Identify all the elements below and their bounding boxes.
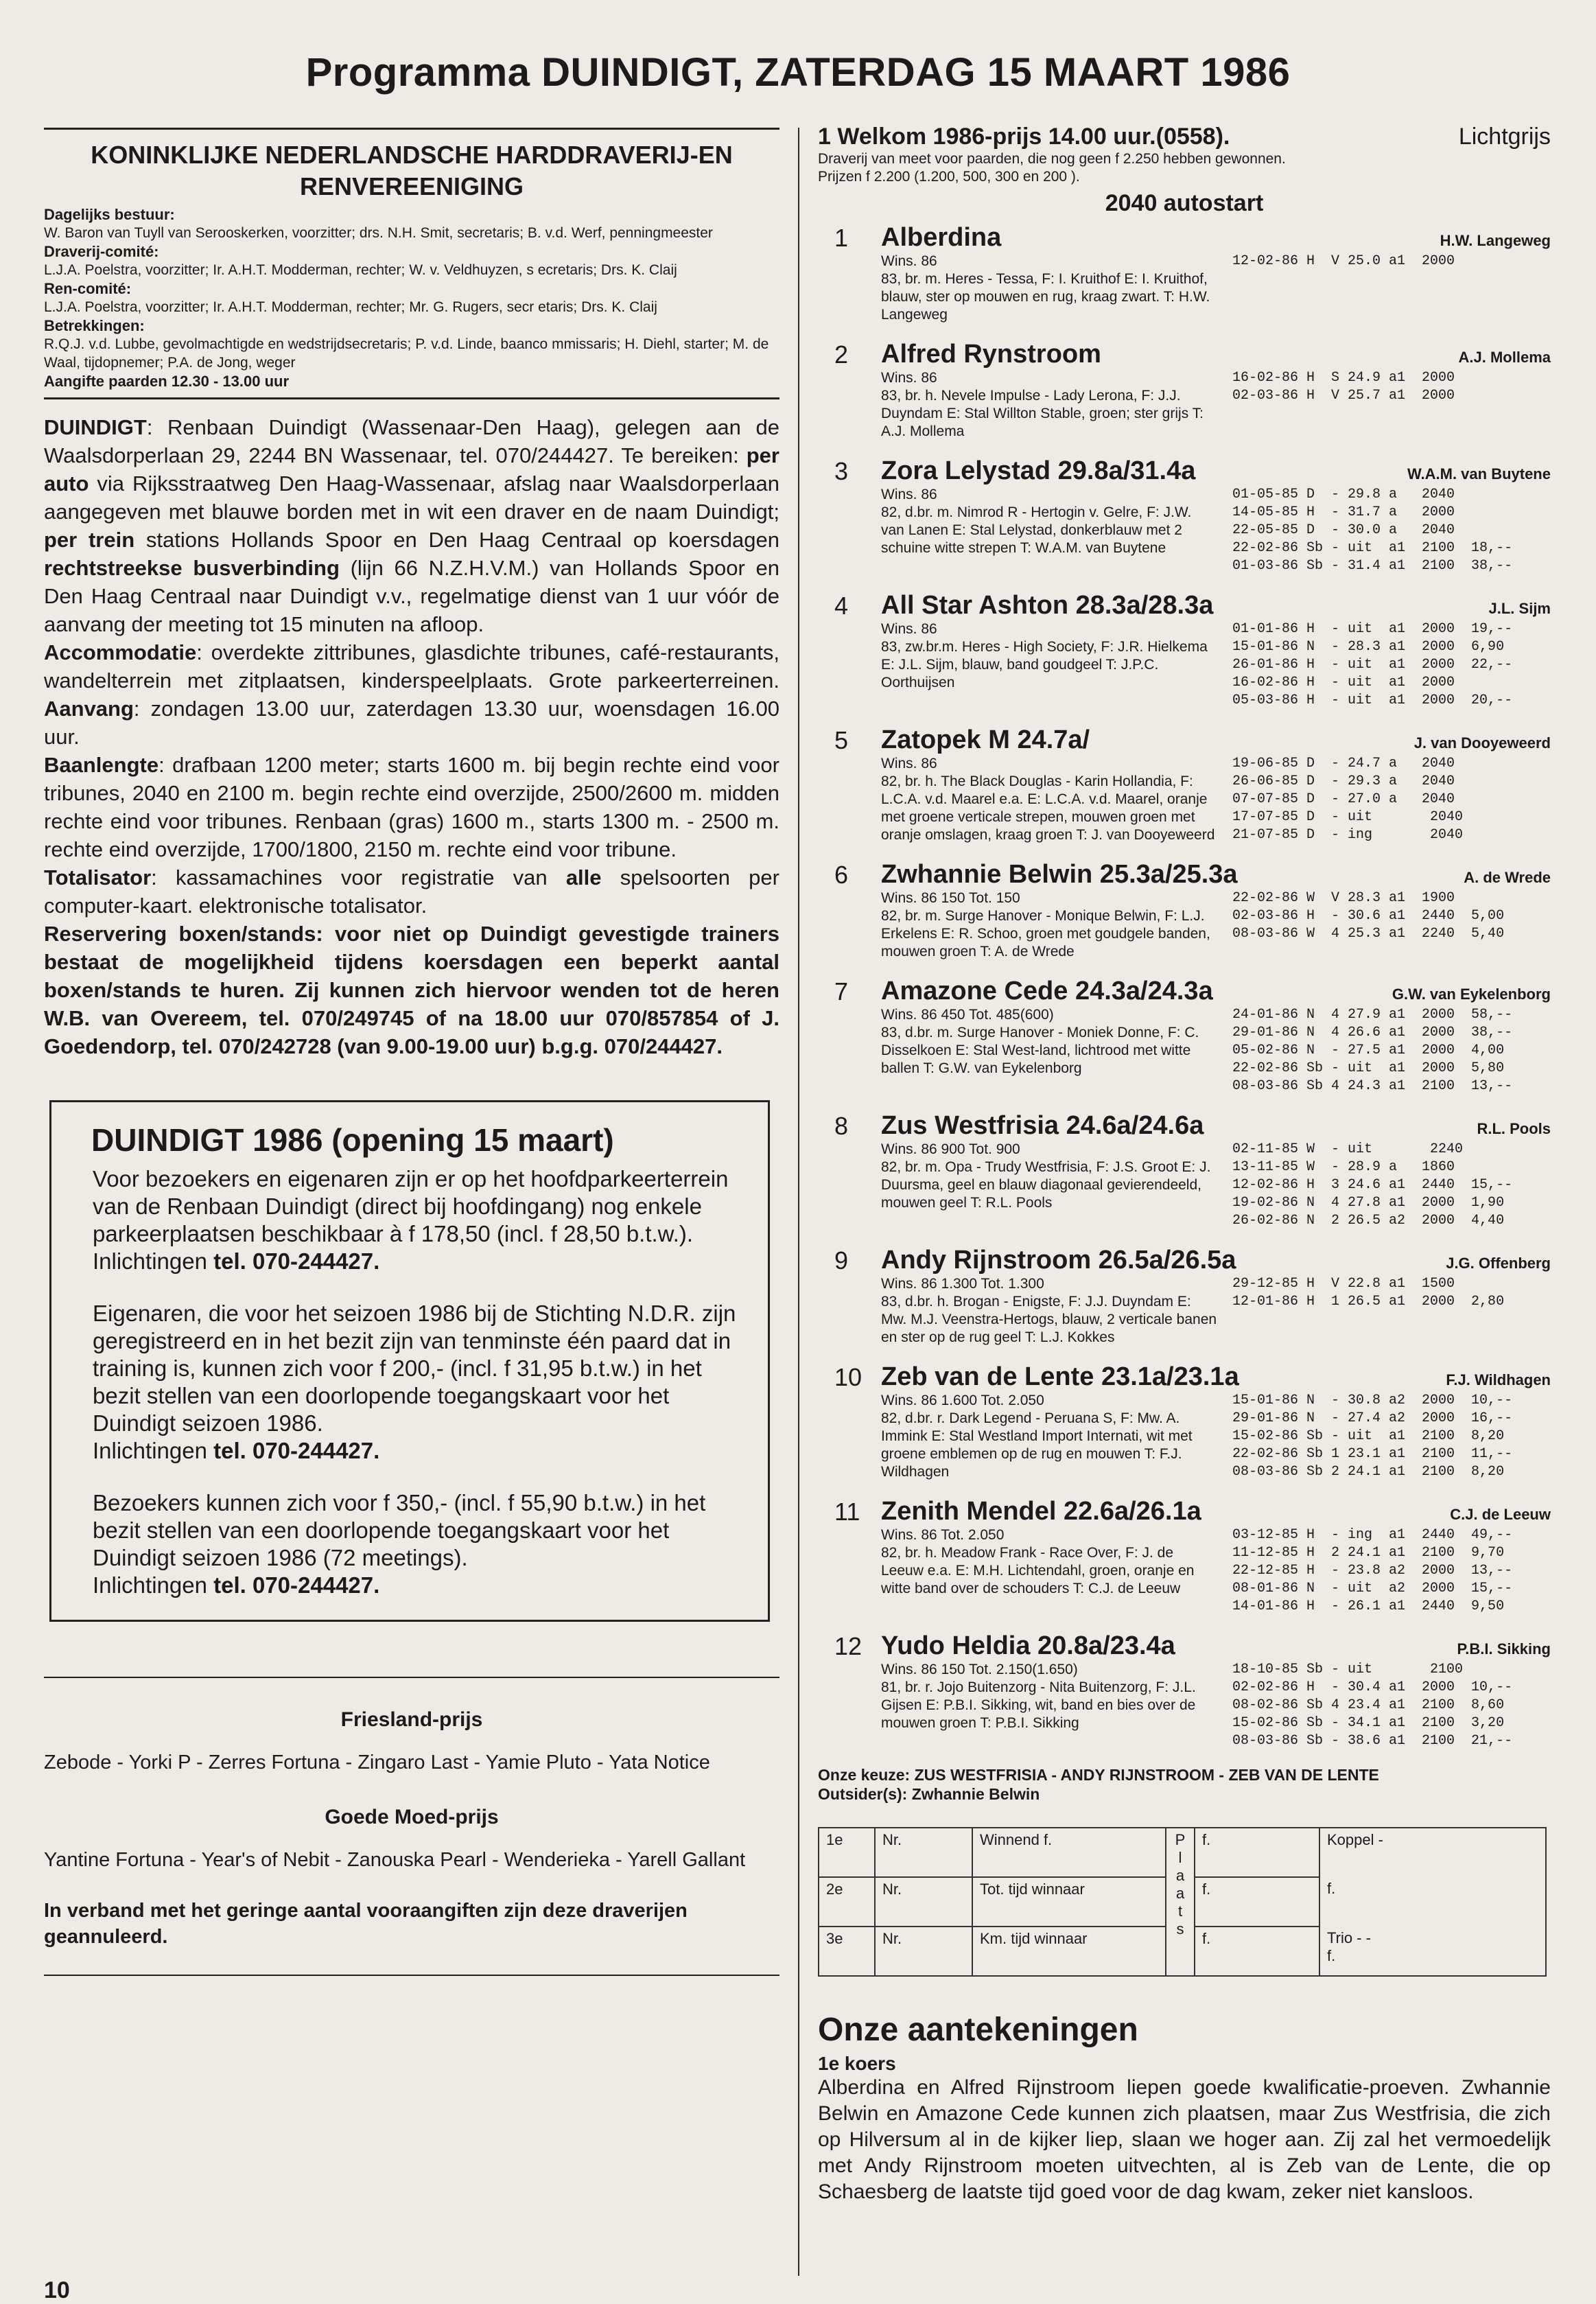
table-cell: Km. tijd winnaar (972, 1927, 1166, 1976)
result-row: 26-02-86 N 2 26.5 a2 2000 4,40 (1232, 1213, 1505, 1229)
horse-name: Zatopek M 24.7a/ (881, 725, 1090, 754)
result-row: 15-02-86 Sb - uit a1 2100 8,20 (1232, 1428, 1505, 1444)
result-row: 05-02-86 N - 27.5 a1 2000 4,00 (1232, 1043, 1505, 1058)
reservation-text: Reservering boxen/stands: voor niet op Duindigt gevestigde trainers bestaat de mogelijkheid tijdens koersdagen een beperkt aantal boxen/stands te huren. Zij kunnen zich hiervoor wenden tot de heren W.B. van Overeem, tel. 070/249745 of na 18.00 uur 070/857854 of J. Goedendorp, tel. 070/242728 (van 9.00-19.00 uur) b.g.g. 070/244427. (44, 922, 779, 1058)
horse-trainer: J. van Dooyeweerd (1413, 734, 1551, 752)
goedemoed-names: Yantine Fortuna - Year's of Nebit - Zanouska Pearl - Wenderieka - Yarell Gallant (44, 1849, 746, 1871)
box-text: Bezoekers kunnen zich voor f 350,- (incl. f 55,90 b.t.w.) in het bezit stellen van een doorlopende toegangskaart voor het Duindigt seizoen 1986 (72 meetings). (93, 1490, 706, 1570)
horse-body (881, 1392, 1551, 1481)
trio-label: Trio - - (1327, 1929, 1371, 1946)
horse-line (881, 1110, 1551, 1141)
box-title: DUINDIGT 1986 (opening 15 maart) (91, 1122, 614, 1158)
result-row: 17-07-85 D - uit 2040 (1232, 809, 1464, 825)
horse-entry (818, 1245, 1551, 1347)
table-cell: Nr. (875, 1828, 972, 1877)
horse-line (881, 1631, 1551, 1661)
horse-description: Wins. 86 83, zw.br.m. Heres - High Society, F: J.R. Hielkema E: J.L. Sijm, blauw, band goudgeel T: J.P.C. Oorthuijsen (881, 621, 1208, 690)
result-row: 08-03-86 Sb - 38.6 a1 2100 21,-- (1232, 1733, 1513, 1749)
result-row: 11-12-85 H 2 24.1 a1 2100 9,70 (1232, 1545, 1505, 1561)
notes-title: Onze aantekeningen (818, 2012, 1138, 2048)
result-row: 08-03-86 Sb 4 24.3 a1 2100 13,-- (1232, 1078, 1513, 1094)
horse-results (1232, 1661, 1512, 1750)
result-row: 22-02-86 W V 28.3 a1 1900 (1232, 890, 1455, 906)
result-row: 19-02-86 N 4 27.8 a1 2000 1,90 (1232, 1195, 1505, 1211)
result-row: 02-02-86 H - 30.4 a1 2000 10,-- (1232, 1679, 1513, 1695)
horse-name: Zeb van de Lente 23.1a/23.1a (881, 1362, 1239, 1391)
table-cell: 2e (819, 1877, 875, 1927)
horse-main (881, 1362, 1551, 1481)
horse-name: Yudo Heldia 20.8a/23.4a (881, 1631, 1175, 1660)
result-row: 05-03-86 H - uit a1 2000 20,-- (1232, 693, 1513, 708)
divider (44, 397, 779, 399)
cancel-note: In verband met het geringe aantal vooraangiften zijn deze draverijen geannuleerd. (44, 1900, 688, 1948)
horse-number: 4 (834, 592, 849, 620)
horse-main (881, 976, 1551, 1095)
horse-description: Wins. 86 1.300 Tot. 1.300 83, d.br. h. Brogan - Enigste, F: J.J. Duyndam E: Mw. M.J. Veenstra-Hertogs, blauw, 2 verticale banen en ster op de rug geel T: L.J. Kokkes (881, 1276, 1217, 1345)
horse-name: Amazone Cede 24.3a/24.3a (881, 977, 1213, 1005)
table-cell: Nr. (875, 1877, 972, 1927)
table-row (819, 1828, 1546, 1877)
horse-name: All Star Ashton 28.3a/28.3a (881, 591, 1214, 620)
horse-number: 6 (834, 861, 849, 889)
table-cell: f. (1195, 1877, 1319, 1927)
horse-name: Alfred Rynstroom (881, 340, 1101, 369)
right-column (818, 124, 1551, 2205)
horse-results (1232, 1006, 1512, 1095)
section-head: Dagelijks bestuur: (44, 206, 175, 223)
result-row: 15-02-86 Sb - 34.1 a1 2100 3,20 (1232, 1715, 1505, 1731)
horse-entry (818, 725, 1551, 844)
info-label: rechtstreekse busverbinding (44, 556, 340, 580)
horse-trainer: J.G. Offenberg (1446, 1255, 1551, 1272)
horse-name: Andy Rijnstroom 26.5a/26.5a (881, 1246, 1236, 1275)
horse-body (881, 755, 1551, 844)
box-text: Eigenaren, die voor het seizoen 1986 bij de Stichting N.D.R. zijn geregistreerd en in het bezit zijn van tenminste één paard dat in training is, kunnen zich voor f 200,- (incl. f 31,95 b.t.w.) in het bezit stellen van een doorlopende toegangskaart voor het Duindigt seizoen 1986. (93, 1301, 736, 1436)
section-text: L.J.A. Poelstra, voorzitter; Ir. A.H.T. Modderman, rechter; W. v. Veldhuyzen, s ecretaris; Drs. K. Claij (44, 262, 677, 278)
horse-line (881, 725, 1551, 755)
horse-number: 9 (834, 1246, 849, 1275)
horse-entry (818, 456, 1551, 575)
horse-main (881, 859, 1551, 961)
result-row: 18-10-85 Sb - uit 2100 (1232, 1662, 1464, 1677)
horse-main (881, 456, 1551, 575)
result-row: 08-01-86 N - uit a2 2000 15,-- (1232, 1581, 1513, 1596)
result-row: 01-01-86 H - uit a1 2000 19,-- (1232, 621, 1513, 637)
info-label: Totalisator (44, 865, 152, 889)
table-cell: f. (1195, 1927, 1319, 1976)
horse-results (1232, 620, 1512, 710)
table-cell: Koppel - (1319, 1828, 1546, 1877)
horse-results (1232, 889, 1504, 961)
horse-entry (818, 1496, 1551, 1616)
horse-number: 3 (834, 457, 849, 485)
horse-description: Wins. 86 82, br. h. The Black Douglas - Karin Hollandia, F: L.C.A. v.d. Maarel e.a. E: L.C.A. v.d. Maarel, oranje met groene verticale strepen, mouwen groen met oranje omslagen, kraag groen T: J. van Dooyeweerd (881, 756, 1215, 843)
horse-trainer: G.W. van Eykelenborg (1392, 986, 1551, 1003)
horse-entry (818, 976, 1551, 1095)
notes-subtitle: 1e koers (818, 2053, 896, 2074)
horse-results (1232, 1392, 1512, 1481)
horse-name: Zora Lelystad 29.8a/31.4a (881, 456, 1196, 485)
horse-entry (818, 339, 1551, 441)
horse-entry (818, 590, 1551, 710)
info-label: Inlichtingen (93, 1438, 207, 1463)
horse-body (881, 369, 1551, 441)
horse-body (881, 1006, 1551, 1095)
page-number: 10 (44, 2277, 70, 2303)
horse-line (881, 339, 1551, 369)
left-column (44, 128, 779, 1976)
table-cell: P (1175, 1831, 1186, 1848)
opening-box (49, 1100, 770, 1622)
aangifte-note: Aangifte paarden 12.30 - 13.00 uur (44, 373, 290, 390)
association-title: KONINKLIJKE NEDERLANDSCHE HARDDRAVERIJ-EN RENVEREENIGING (91, 141, 733, 200)
box-paragraph (93, 1489, 743, 1599)
race-title: 1 Welkom 1986-prijs 14.00 uur.(0558). (818, 124, 1230, 150)
horse-trainer: C.J. de Leeuw (1450, 1506, 1551, 1523)
horse-description: Wins. 86 150 Tot. 2.150(1.650) 81, br. r. Jojo Buitenzorg - Nita Buitenzorg, F: J.L. Gijsen E: P.B.I. Sikking, wit, band en bies over de mouwen groen T: P.B.I. Sikking (881, 1662, 1196, 1731)
goedemoed-title: Goede Moed-prijs (325, 1806, 499, 1828)
horse-number: 1 (834, 224, 849, 252)
table-cell: 1e (819, 1828, 875, 1877)
horse-name: Alberdina (881, 223, 1002, 252)
result-row: 02-11-85 W - uit 2240 (1232, 1141, 1464, 1157)
friesland-title: Friesland-prijs (340, 1708, 483, 1731)
result-row: 22-05-85 D - 30.0 a 2040 (1232, 522, 1455, 538)
info-text: (lijn 66 N.Z.H.V.M.) van Hollands Spoor en Den Haag Centraal naar Duindigt v.v., regelmatige dienst van 1 uur vóór de aanvang der meeting tot 15 minuten na afloop. (44, 556, 779, 636)
horse-results (1232, 1141, 1512, 1230)
result-row: 16-02-86 H - uit a1 2000 (1232, 675, 1455, 690)
horse-main (881, 222, 1551, 324)
result-row: 12-02-86 H 3 24.6 a1 2440 15,-- (1232, 1177, 1513, 1193)
info-label: alle (565, 865, 602, 889)
horse-trainer: W.A.M. van Buytene (1407, 465, 1551, 482)
info-label: Baanlengte (44, 753, 159, 777)
horse-entry (818, 1631, 1551, 1750)
table-cell: f. (1195, 1828, 1319, 1877)
horse-entry (818, 222, 1551, 324)
horse-body (881, 1141, 1551, 1230)
result-row: 16-02-86 H S 24.9 a1 2000 (1232, 370, 1455, 386)
info-text: : drafbaan 1200 meter; starts 1600 m. bij begin rechte eind voor tribunes, 2040 en 2100 m. begin rechte eind overzijde, 2500/2600 m. midden rechte eind voor tribunes. Renbaan (gras) 1600 m., starts 1300 m. - 2500 m. rechte eind overzijde, 1700/1800, 2150 m. rechte eind voor tribune. (44, 753, 779, 861)
info-text: spelsoorten per computer-kaart. elektronische totalisator. (44, 865, 779, 918)
result-row: 21-07-85 D - ing 2040 (1232, 827, 1464, 843)
horse-description: Wins. 86 Tot. 2.050 82, br. h. Meadow Frank - Race Over, F: J. de Leeuw e.a. E: M.H. Lichtendahl, groen, oranje en witte band over de schouders T: C.J. de Leeuw (881, 1527, 1195, 1596)
result-row: 29-01-86 N - 27.4 a2 2000 16,-- (1232, 1410, 1513, 1426)
info-text: stations Hollands Spoor en Den Haag Centraal op koersdagen (134, 528, 780, 552)
horse-body (881, 1275, 1551, 1347)
info-label: per trein (44, 528, 135, 552)
result-row: 24-01-86 N 4 27.9 a1 2000 58,-- (1232, 1007, 1513, 1023)
section-head: Ren-comité: (44, 280, 132, 297)
table-cell: Winnend f. (972, 1828, 1166, 1877)
result-row: 14-01-86 H - 26.1 a1 2440 9,50 (1232, 1598, 1505, 1614)
info-text: : kassamachines voor registratie van (151, 865, 566, 889)
phone-number: tel. 070-244427. (213, 1438, 380, 1463)
info-text: via Rijksstraatweg Den Haag-Wassenaar, afslag naar Waalsdorperlaan aangegeven met blauwe borden met in wit een draver en de naam Duindigt; (44, 472, 779, 524)
track-info (44, 413, 779, 1060)
horse-name: Zenith Mendel 22.6a/26.1a (881, 1497, 1201, 1526)
result-row: 13-11-85 W - 28.9 a 1860 (1232, 1159, 1455, 1175)
horse-main (881, 1110, 1551, 1230)
horse-entry (818, 1110, 1551, 1230)
result-row: 29-12-85 H V 22.8 a1 1500 (1232, 1276, 1455, 1292)
horse-main (881, 725, 1551, 844)
result-row: 12-02-86 H V 25.0 a1 2000 (1232, 253, 1455, 269)
section-text: W. Baron van Tuyll van Serooskerken, voorzitter; drs. N.H. Smit, secretaris; B. v.d. Werf, penningmeester (44, 225, 713, 241)
horse-body (881, 1526, 1551, 1616)
result-row: 22-12-85 H - 23.8 a2 2000 13,-- (1232, 1563, 1513, 1579)
info-text: : overdekte zittribunes, glasdichte tribunes, café-restaurants, wandelterrein met zitplaatsen, kinderspeelplaats. Grote parkeerterreinen. (44, 640, 779, 693)
race-prizes: Prijzen f 2.200 (1.200, 500, 300 en 200 ). (818, 169, 1080, 185)
horse-line (881, 859, 1551, 889)
box-text: Voor bezoekers en eigenaren zijn er op het hoofdparkeerterrein van de Renbaan Duindigt (direct bij hoofdingang) nog enkele parkeerplaatsen beschikbaar à f 178,50 (incl. f 28,50 b.t.w.). (93, 1166, 729, 1246)
horse-main (881, 339, 1551, 441)
horse-trainer: J.L. Sijm (1488, 600, 1551, 617)
horse-description: Wins. 86 83, br. m. Heres - Tessa, F: I. Kruithof E: I. Kruithof, blauw, ster op mouwen en rug, kraag zwart. T: H.W. Langeweg (881, 253, 1210, 323)
result-row: 19-06-85 D - 24.7 a 2040 (1232, 756, 1455, 771)
result-row: 01-05-85 D - 29.8 a 2040 (1232, 487, 1455, 502)
horse-line (881, 1362, 1551, 1392)
horse-main (881, 1631, 1551, 1750)
info-label: Inlichtingen (93, 1248, 207, 1274)
info-text: : Renbaan Duindigt (Wassenaar-Den Haag), gelegen aan de Waalsdorperlaan 29, 2244 BN Wassenaar, tel. 070/244427. Te bereiken: (44, 415, 779, 467)
horse-number: 10 (834, 1363, 862, 1391)
table-cell: l a a t s (1175, 1849, 1185, 1938)
notes-text: Alberdina en Alfred Rijnstroom liepen goede kwalificatie-proeven. Zwhannie Belwin en Amazone Cede kunnen zich plaatsen, maar Zus Westfrisia, die zich op Hilversum al in de kijker liep, slaan we hoger aan. Zij zal het vermoedelijk met Andy Rijnstroom moeten uitvechten, al is Zeb van de Lente, die op Schaesberg de laatste tijd goed voor de dag kwam, zeker niet kansloos. (818, 2076, 1551, 2203)
section-head: Draverij-comité: (44, 243, 159, 260)
horse-trainer: F.J. Wildhagen (1446, 1371, 1551, 1388)
horse-number: 12 (834, 1632, 862, 1660)
horse-results (1232, 486, 1512, 575)
horse-number: 11 (834, 1498, 860, 1526)
table-cell: Nr. (875, 1927, 972, 1976)
divider (44, 1677, 779, 1678)
horse-list (818, 222, 1551, 1750)
result-row: 22-02-86 Sb 1 23.1 a1 2100 11,-- (1232, 1446, 1513, 1462)
result-row: 22-02-86 Sb - uit a1 2000 5,80 (1232, 1060, 1505, 1076)
horse-line (881, 222, 1551, 253)
race-conditions: Draverij van meet voor paarden, die nog geen f 2.250 hebben gewonnen. (818, 151, 1286, 167)
section-head: Betrekkingen: (44, 317, 145, 334)
horse-description: Wins. 86 83, br. h. Nevele Impulse - Lady Lerona, F: J.J. Duyndam E: Stal Willton Stable, groen; ster grijs T: A.J. Mollema (881, 370, 1204, 439)
result-row: 12-01-86 H 1 26.5 a1 2000 2,80 (1232, 1294, 1505, 1310)
phone-number: tel. 070-244427. (213, 1572, 380, 1598)
divider (44, 128, 779, 130)
box-paragraph (93, 1300, 743, 1465)
table-cell: Tot. tijd winnaar (972, 1877, 1166, 1927)
result-row: 15-01-86 N - 28.3 a1 2000 6,90 (1232, 639, 1505, 655)
horse-results (1232, 1526, 1512, 1616)
horse-main (881, 1496, 1551, 1616)
result-row: 26-06-85 D - 29.3 a 2040 (1232, 773, 1455, 789)
race-distance: 2040 autostart (1105, 190, 1264, 216)
table-cell: 3e (819, 1927, 875, 1976)
info-text: : zondagen 13.00 uur, zaterdagen 13.30 uur, woensdagen 16.00 uur. (44, 697, 779, 749)
horse-number: 5 (834, 726, 849, 754)
column-divider (798, 128, 799, 2276)
horse-results (1232, 369, 1455, 441)
race-header (818, 124, 1551, 150)
table-cell (1319, 1927, 1546, 1976)
info-label: Accommodatie (44, 640, 197, 664)
info-label: DUINDIGT (44, 415, 147, 439)
horse-description: Wins. 86 1.600 Tot. 2.050 82, d.br. r. Dark Legend - Peruana S, F: Mw. A. Immink E: Stal Westland Import Internati, wit met groene emblemen op de rug en mouwen T: F.J. Wildhagen (881, 1393, 1193, 1480)
horse-description: Wins. 86 150 Tot. 150 82, br. m. Surge Hanover - Monique Belwin, F: L.J. Erkelens E: R. Schoo, groen met goudgele banden, mouwen groen T: A. de Wrede (881, 890, 1210, 959)
result-row: 08-02-86 Sb 4 23.4 a1 2100 8,60 (1232, 1697, 1505, 1713)
horse-line (881, 976, 1551, 1006)
result-row: 22-02-86 Sb - uit a1 2100 18,-- (1232, 540, 1513, 556)
horse-body (881, 1661, 1551, 1750)
horse-line (881, 590, 1551, 620)
horse-line (881, 1496, 1551, 1526)
horse-body (881, 889, 1551, 961)
result-row: 08-03-86 Sb 2 24.1 a1 2100 8,20 (1232, 1464, 1505, 1480)
section-text: R.Q.J. v.d. Lubbe, gevolmachtigde en wedstrijdsecretaris; P. v.d. Linde, baanco mmissaris; H. Diehl, starter; M. de Waal, tijdopnemer; P.A. de Jong, weger (44, 336, 769, 371)
horse-line (881, 1245, 1551, 1275)
horse-number: 8 (834, 1112, 849, 1140)
result-row: 03-12-85 H - ing a1 2440 49,-- (1232, 1527, 1513, 1543)
result-row: 08-03-86 W 4 25.3 a1 2240 5,40 (1232, 926, 1505, 942)
payout-table (818, 1827, 1547, 1977)
horse-description: Wins. 86 82, d.br. m. Nimrod R - Hertogin v. Gelre, F: J.W. van Lanen E: Stal Lelystad, donkerblauw met 2 schuine witte strepen T: W.A.M. van Buytene (881, 487, 1192, 556)
horse-description: Wins. 86 900 Tot. 900 82, br. m. Opa - Trudy Westfrisia, F: J.S. Groot E: J. Duursma, geel en blauw diagonaal gevierendeeld, mouwen geel T: R.L. Pools (881, 1141, 1211, 1211)
result-row: 15-01-86 N - 30.8 a2 2000 10,-- (1232, 1393, 1513, 1408)
plaats-label (1166, 1828, 1195, 1976)
race-color: Lichtgrijs (1458, 124, 1551, 150)
result-row: 02-03-86 H V 25.7 a1 2000 (1232, 388, 1455, 404)
horse-number: 7 (834, 977, 849, 1005)
table-cell: f. (1319, 1877, 1546, 1927)
horse-trainer: H.W. Langeweg (1440, 232, 1551, 249)
horse-name: Zwhannie Belwin 25.3a/25.3a (881, 860, 1238, 889)
horse-number: 2 (834, 340, 849, 369)
info-label: Aanvang (44, 697, 134, 721)
horse-line (881, 456, 1551, 486)
horse-name: Zus Westfrisia 24.6a/24.6a (881, 1111, 1204, 1140)
horse-body (881, 253, 1551, 324)
trio-value: f. (1327, 1947, 1336, 1964)
horse-results (1232, 1275, 1504, 1347)
result-row: 01-03-86 Sb - 31.4 a1 2100 38,-- (1232, 558, 1513, 574)
horse-trainer: A.J. Mollema (1458, 349, 1551, 366)
info-label: per auto (44, 443, 779, 496)
result-row: 02-03-86 H - 30.6 a1 2440 5,00 (1232, 908, 1505, 924)
horse-results (1232, 253, 1455, 324)
horse-entry (818, 1362, 1551, 1481)
result-row: 29-01-86 N 4 26.6 a1 2000 38,-- (1232, 1025, 1513, 1040)
section-text: L.J.A. Poelstra, voorzitter; Ir. A.H.T. Modderman, rechter; Mr. G. Rugers, secr etaris; Drs. K. Claij (44, 299, 657, 315)
box-paragraph (93, 1165, 743, 1275)
friesland-names: Zebode - Yorki P - Zerres Fortuna - Zingaro Last - Yamie Pluto - Yata Notice (44, 1752, 710, 1773)
outsiders: Outsider(s): Zwhannie Belwin (818, 1785, 1040, 1803)
our-choice: Onze keuze: ZUS WESTFRISIA - ANDY RIJNSTROOM - ZEB VAN DE LENTE (818, 1766, 1379, 1784)
page-title: Programma DUINDIGT, ZATERDAG 15 MAART 1986 (305, 50, 1291, 95)
horse-description: Wins. 86 450 Tot. 485(600) 83, d.br. m. Surge Hanover - Moniek Donne, F: C. Disselkoen E: Stal West-land, lichtrood met witte ballen T: G.W. van Eykelenborg (881, 1007, 1199, 1076)
info-label: Inlichtingen (93, 1572, 207, 1598)
phone-number: tel. 070-244427. (213, 1248, 380, 1274)
horse-main (881, 1245, 1551, 1347)
result-row: 14-05-85 H - 31.7 a 2000 (1232, 504, 1455, 520)
horse-main (881, 590, 1551, 710)
result-row: 07-07-85 D - 27.0 a 2040 (1232, 791, 1455, 807)
horse-body (881, 486, 1551, 575)
association-board (44, 205, 779, 391)
divider (44, 1975, 779, 1976)
horse-trainer: R.L. Pools (1477, 1120, 1551, 1137)
horse-trainer: A. de Wrede (1464, 869, 1551, 886)
result-row: 26-01-86 H - uit a1 2000 22,-- (1232, 657, 1513, 673)
horse-trainer: P.B.I. Sikking (1457, 1640, 1551, 1657)
horse-body (881, 620, 1551, 710)
horse-entry (818, 859, 1551, 961)
horse-results (1232, 755, 1463, 844)
